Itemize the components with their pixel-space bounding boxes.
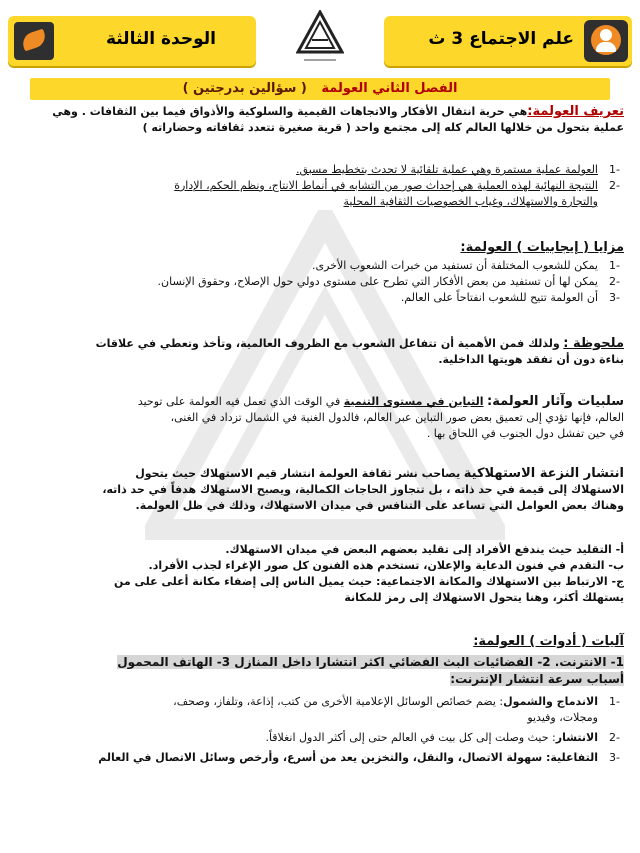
- point-number: -3: [609, 291, 620, 304]
- reason-text: : سهولة الاتصال، والنقل، والتخزين يعد من أسرع، وأرخص وسائل الاتصال في العالم: [98, 751, 551, 764]
- page-header: [8, 10, 632, 68]
- point-number: -1: [609, 695, 620, 708]
- subject-label: علم الاجتماع 3 ث: [428, 29, 574, 49]
- advantage-item: يمكن للشعوب المختلفة أن تستفيد من خبرات الشعوب الأخرى.: [311, 259, 598, 272]
- reason-text: ومجلات، وفيديو: [527, 711, 598, 724]
- definition-point: العولمة عملية مستمرة وهي عملية تلقائية لا تحدث بتخطيط مسبق.: [296, 163, 598, 176]
- factor-item: ب- التقدم في فنون الدعاية والإعلان، تستخدم هذه الفنون كل صور الإغراء لجذب الأفراد.: [148, 559, 624, 572]
- chapter-title: الفصل الثاني العولمة: [321, 81, 458, 96]
- point-number: -2: [609, 179, 620, 192]
- triangle-logo-icon: [296, 10, 344, 68]
- consumerism-heading: انتشار النزعة الاستهلاكية: [463, 466, 624, 481]
- student-icon: [584, 20, 628, 62]
- mechanisms-heading: آليات ( أدوات ) العولمة:: [473, 634, 624, 649]
- chapter-note: ( سؤالين بدرجتين ): [182, 81, 307, 96]
- advantage-item: أن العولمة تتيح للشعوب انفتاحاً على العالم.: [400, 291, 598, 304]
- point-number: -3: [609, 751, 620, 764]
- definition-point: النتيجة النهائية لهذه العملية هي إحداث صور من التشابه في أنماط الانتاج، ونظم الحكم، الإدارة: [174, 179, 598, 192]
- note-label: ملحوظة :: [563, 336, 624, 351]
- consumerism-line-3: وهناك بعض العوامل التي تساعد على التنافس في ميدان الاستهلاك، وذلك في ظل العولمة.: [135, 499, 624, 512]
- negatives-line-2: العالم، فإنها تؤدي إلى تعميق بعض صور التباين عبر العالم، فالدول الغنية في الشمال تزداد في الغنى،: [170, 411, 624, 424]
- unit-label: الوحدة الثالثة: [105, 29, 216, 49]
- chapter-title-strip: [30, 78, 610, 100]
- reason-term: الاندماج والشمول: [503, 695, 598, 708]
- note-line-1: ولذلك فمن الأهمية أن تتفاعل الشعوب مع الظروف العالمية، وتأخذ وتعطي في علاقات: [95, 337, 560, 350]
- negatives-line-3: في حين تفشل دول الجنوب في اللحاق بها .: [426, 427, 624, 440]
- factors-section: [22, 542, 624, 606]
- reason-text: : حيث وصلت إلى كل بيت في العالم حتى إلى أكثر الدول انغلاقاً.: [265, 731, 556, 744]
- definition-line-1: هي حرية انتقال الأفكار والاتجاهات القيمية والسلوكية والأذواق فيما بين الثقافات . وهي: [52, 105, 528, 118]
- factor-item: أ- التقليد حيث يندفع الأفراد إلى تقليد بعضهم البعض في ميدان الاستهلاك.: [225, 543, 624, 556]
- definition-point: والتجارة والاستهلاك، وغياب الخصوصيات الثقافية المحلية: [343, 195, 598, 208]
- point-number: -2: [609, 731, 620, 744]
- reasons-heading: أسباب سرعة انتشار الإنترنت:: [450, 672, 624, 686]
- definition-points: [22, 162, 624, 210]
- reason-text: : يضم خصائص الوسائل الإعلامية الأخرى من كتب، إذاعة، وتلفاز، وصحف،: [173, 695, 504, 708]
- mechanisms-line: 1- الانترنت. 2- الفضائيات البث الفضائي اكثر انتشارا داخل المنازل 3- الهاتف المحمول: [117, 655, 624, 669]
- advantages-heading: مزايا ( إيجابيات ) العولمة:: [460, 240, 624, 255]
- note-section: [22, 336, 624, 368]
- negatives-heading: سلبيات وآثار العولمة:: [487, 394, 624, 409]
- point-number: -1: [609, 163, 620, 176]
- reason-term: الانتشار: [555, 731, 598, 744]
- reason-term: التفاعلية: [550, 751, 598, 764]
- negatives-line-1: في الوقت الذي تعمل فيه العولمة على توحيد: [137, 395, 341, 408]
- unit-tab: [8, 16, 256, 66]
- advantages-section: [22, 240, 624, 306]
- consumerism-line-2: الاستهلاك إلى قيمة في حد ذاته ، بل تتجاوز الحاجات الكمالية، ويصبح الاستهلاك هدفاً في حد ذاته،: [102, 483, 624, 496]
- book-leaf-icon: [14, 22, 54, 60]
- note-line-2: بناءة دون أن تفقد هويتها الداخلية.: [438, 353, 624, 366]
- factor-item: يستهلك أكثر، وهنا يتحول الاستهلاك إلى رمز للمكانة: [344, 591, 624, 604]
- point-number: -2: [609, 275, 620, 288]
- consumerism-line-1: يصاحب نشر ثقافة العولمة انتشار قيم الاستهلاك حيث يتحول: [135, 467, 461, 480]
- factor-item: ج- الارتباط بين الاستهلاك والمكانة الاجتماعية: حيث يميل الناس إلى إضفاء مكانة أعلى على من: [113, 575, 624, 588]
- definition-term: تعريف العولمة:: [527, 104, 624, 119]
- definition-section: [22, 104, 624, 136]
- advantage-item: يمكن لها أن تستفيد من بعض الأفكار التي تطرح على مستوى دولي حول الإصلاح، وحقوق الإنسان.: [157, 275, 598, 288]
- negatives-subheading: التباين في مستوى التنمية: [343, 395, 484, 408]
- subject-tab: [384, 16, 632, 66]
- consumerism-section: [22, 466, 624, 514]
- definition-line-2: عملية بتحول من خلالها العالم كله إلى مجتمع واحد ( قرية صغيرة تتعدد ثقافاته وحضاراته ): [142, 121, 624, 134]
- point-number: -1: [609, 259, 620, 272]
- negatives-section: [22, 394, 624, 442]
- mechanisms-section: [22, 634, 624, 766]
